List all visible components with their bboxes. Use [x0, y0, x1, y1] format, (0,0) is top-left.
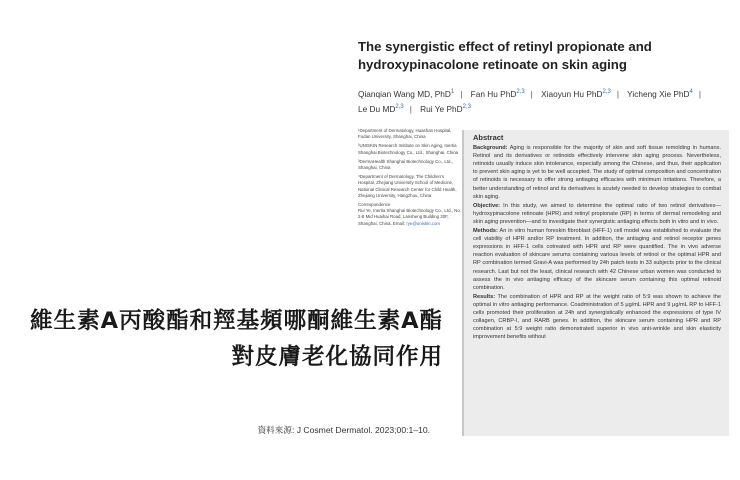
correspondence-text [358, 208, 462, 227]
correspondence-address: Rui Ye, Inertia Shanghai Biotechnology Co., Ltd., No. 2-8 Mid Huaihai Road, Lansheng Building 20F, Shanghai, China. Email: [358, 208, 462, 226]
abstract-objective-text: In this study, we aimed to determine the optimal ratio of two retinol derivatives—hydroxypinacolone retinoate (HPR) and retinyl propionate (RP) in terms of dermal remodeling and skin aging prevention—and to investigate their synergistic antiaging effects both in vitro and in vivo. [473, 202, 721, 225]
author-affiliation-marker: 2,3 [602, 89, 611, 95]
author-affiliation-marker: 2,3 [462, 103, 471, 110]
source-citation: 資料來源: J Cosmet Dermatol. 2023;00:1–10. [257, 425, 430, 435]
author-separator: | [409, 103, 412, 114]
abstract-background [473, 144, 721, 201]
abstract-heading: Abstract [473, 133, 504, 142]
abstract-background-text: Aging is responsible for the majority of skin and soft tissue remolding in humans. Retinol and its derivatives or retinoids effectively intervene skin aging process. Nevertheless, retinoids usually induce skin intolerance, especially among the Chinese, and thus, their application to prevent skin aging is yet to be well accepted. The study of optimal composition and concentration of retinoids is necessary to offer strong antiaging efficacies with minimum irritations. Therefore, a better understanding of retinol and its derivatives is acutely needed to develop strategies to combat skin aging. [473, 145, 721, 200]
author-affiliation-marker: 4 [689, 89, 693, 95]
abstract-results [473, 293, 721, 342]
author-separator: | [530, 88, 533, 99]
abstract-background-label: Background: [473, 145, 508, 152]
affiliation-1: ¹Department of Dermatology, Huashan Hospital, Fudan University, Shanghai, China [358, 128, 452, 140]
chinese-caption-line-2: 對皮膚老化協同作用 [231, 344, 443, 370]
author-name: Qianqian Wang MD, PhD$^1$ [358, 88, 455, 99]
author-separator: | [698, 88, 702, 99]
author-affiliation-marker: 2,3 [395, 103, 404, 110]
author-name: Le Du MD$^{2,3}$ [358, 103, 404, 114]
affiliation-2: ²UNISKIN Research Institute on Skin Aging, Inertia Shanghai Biotechnology Co., Ltd., Shanghai, China [358, 143, 459, 155]
abstract-methods [473, 227, 721, 292]
correspondence-email-link[interactable]: rye@uniskin.com [406, 220, 441, 226]
abstract-methods-text: An in vitro human foreskin fibroblast (HFF-1) cell model was established to evaluate the cell viability of HPR and/or RP treatment. In addition, the antiaging and retinol receptor genes expressions in HFF-1 cells cotreated with HPR and RP were quantified. The in vivo adverse reaction evaluation of skincare serums containing various levels of retinol or the optimal HPR and RP combination termed Gravi-A was performed by 24h patch tests in 33 subjects prior to the clinical research. Last but not the least, clinical research with 42 Chinese urban women was conducted to assess the in vivo antiaging efficacy of the skincare serum containing this optimal retinoid combination. [473, 228, 721, 291]
chinese-caption-line-1: 維生素A丙酸酯和羥基頻哪酮維生素A酯 [30, 308, 443, 334]
author-separator: | [616, 88, 619, 99]
abstract-objective-label: Objective: [473, 202, 501, 209]
author-name: Yicheng Xie PhD$^4$ [627, 88, 693, 99]
author-name: Xiaoyun Hu PhD$^{2,3}$ [541, 88, 611, 99]
author-name: Fan Hu PhD$^{2,3}$ [470, 88, 525, 99]
author-separator: | [460, 88, 463, 99]
chinese-caption [30, 303, 443, 375]
affiliations [358, 128, 462, 227]
author-list [358, 86, 718, 116]
paper-title: The synergistic effect of retinyl propionate and hydroxypinacolone retinoate on skin aging [358, 39, 652, 72]
abstract-objective [473, 202, 721, 226]
affiliation-4: ⁴Department of Dermatology, The Children's Hospital, Zhejiang University School of Medicine, National Clinical Research Center for Child Health, Zhejiang University, Hangzhou, China [358, 174, 457, 198]
correspondence-heading: Correspondence [358, 202, 391, 208]
abstract-methods-label: Methods: [473, 228, 498, 235]
abstract-results-text: The combination of HPR and RP at the weight ratio of 5:9 was shown to achieve the optimal in vitro antiaging performance. Coadministration of 5 μg/mL HPR and 9 μg/mL RP to HFF-1 cells promoted their proliferation at 24h and synergistically enhanced the expressions of type IV collagen, CRBP-I, and RARB genes. In addition, the skincare serum containing HPR and RP combination at 5:9 weight ratio demonstrated superior in vivo anti-wrinkle and skin elasticity improvement benefits without [473, 293, 722, 341]
abstract-results-label: Results: [473, 293, 496, 300]
abstract-panel [462, 130, 729, 436]
affiliation-3: ³DermaHealth Shanghai Biotechnology Co., Ltd., Shanghai, China [358, 158, 453, 171]
author-affiliation-marker: 2,3 [516, 89, 525, 95]
author-name: Rui Ye PhD$^{2,3}$ [420, 103, 471, 114]
author-affiliation-marker: 1 [450, 89, 455, 95]
